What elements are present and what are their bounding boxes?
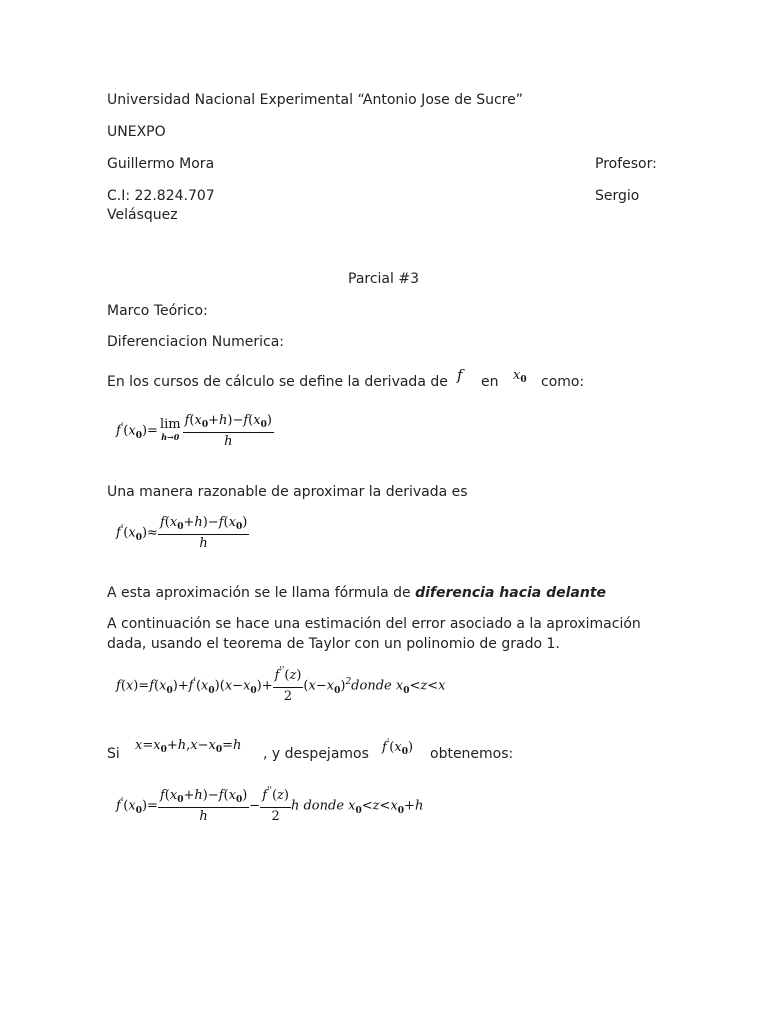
word-obtenemos: obtenemos: bbox=[430, 746, 514, 762]
word-si: Si bbox=[107, 746, 120, 762]
p3-prefix: A esta aproximación se le llama fórmula de bbox=[107, 585, 411, 601]
equation-forward-difference: $f'(x_0)\approx$ $\frac{f(x_0+h)-f(x_0)}{h}$ bbox=[116, 515, 248, 551]
equation-error-formula: $f'(x_0)=$ $\frac{f(x_0+h)-f(x_0)}{h}$ − $\frac{f''(z)}{2}$ h donde $x_0<z<x_0+h$ bbox=[116, 786, 424, 824]
p3-emphasis: diferencia hacia delante bbox=[415, 585, 607, 601]
equation-taylor: $f(x)=f(x_0)+f'(x_0)(x-x_0)+$ $\frac{f''(z)}{2}$ $(x-x_0)^2donde$ $x_0<z<x$ bbox=[116, 666, 446, 704]
math-x0-symbol: $x_0$ bbox=[513, 368, 527, 385]
paragraph-error-estimate-line2: dada, usando el teorema de Taylor con un polinomio de grado 1. bbox=[107, 636, 560, 652]
paragraph-derivative-definition: En los cursos de cálculo se define la derivada de bbox=[107, 374, 448, 390]
university-name: Universidad Nacional Experimental “Antonio Jose de Sucre” bbox=[107, 92, 523, 108]
paragraph-approximation: Una manera razonable de aproximar la derivada es bbox=[107, 484, 468, 500]
word-como: como: bbox=[541, 374, 585, 390]
university-acronym: UNEXPO bbox=[107, 124, 166, 140]
professor-last-name: Velásquez bbox=[107, 207, 178, 223]
math-substitution: $x=x_0+h,x-x_0=h$ bbox=[135, 738, 242, 755]
equation-derivative-limit: $f'(x_0)=$ lim h→0 $\frac{f(x_0+h)-f(x_0)}{h}$ bbox=[116, 413, 272, 449]
word-en: en bbox=[481, 374, 499, 390]
paragraph-error-estimate-line1: A continuación se hace una estimación del error asociado a la aproximación bbox=[107, 616, 641, 632]
paragraph-forward-difference-name bbox=[107, 584, 606, 603]
section-heading-diferenciacion: Diferenciacion Numerica: bbox=[107, 334, 285, 350]
section-heading-marco: Marco Teórico: bbox=[107, 303, 208, 319]
student-id: C.I: 22.824.707 bbox=[107, 188, 215, 204]
math-fprime-x0: $f'(x_0)$ bbox=[382, 738, 414, 757]
student-name: Guillermo Mora bbox=[107, 156, 215, 172]
document-title: Parcial #3 bbox=[348, 271, 419, 287]
professor-first-name: Sergio bbox=[595, 188, 640, 204]
math-f-symbol: f bbox=[457, 366, 463, 384]
professor-label: Profesor: bbox=[595, 156, 657, 172]
word-despejamos: , y despejamos bbox=[263, 746, 369, 762]
